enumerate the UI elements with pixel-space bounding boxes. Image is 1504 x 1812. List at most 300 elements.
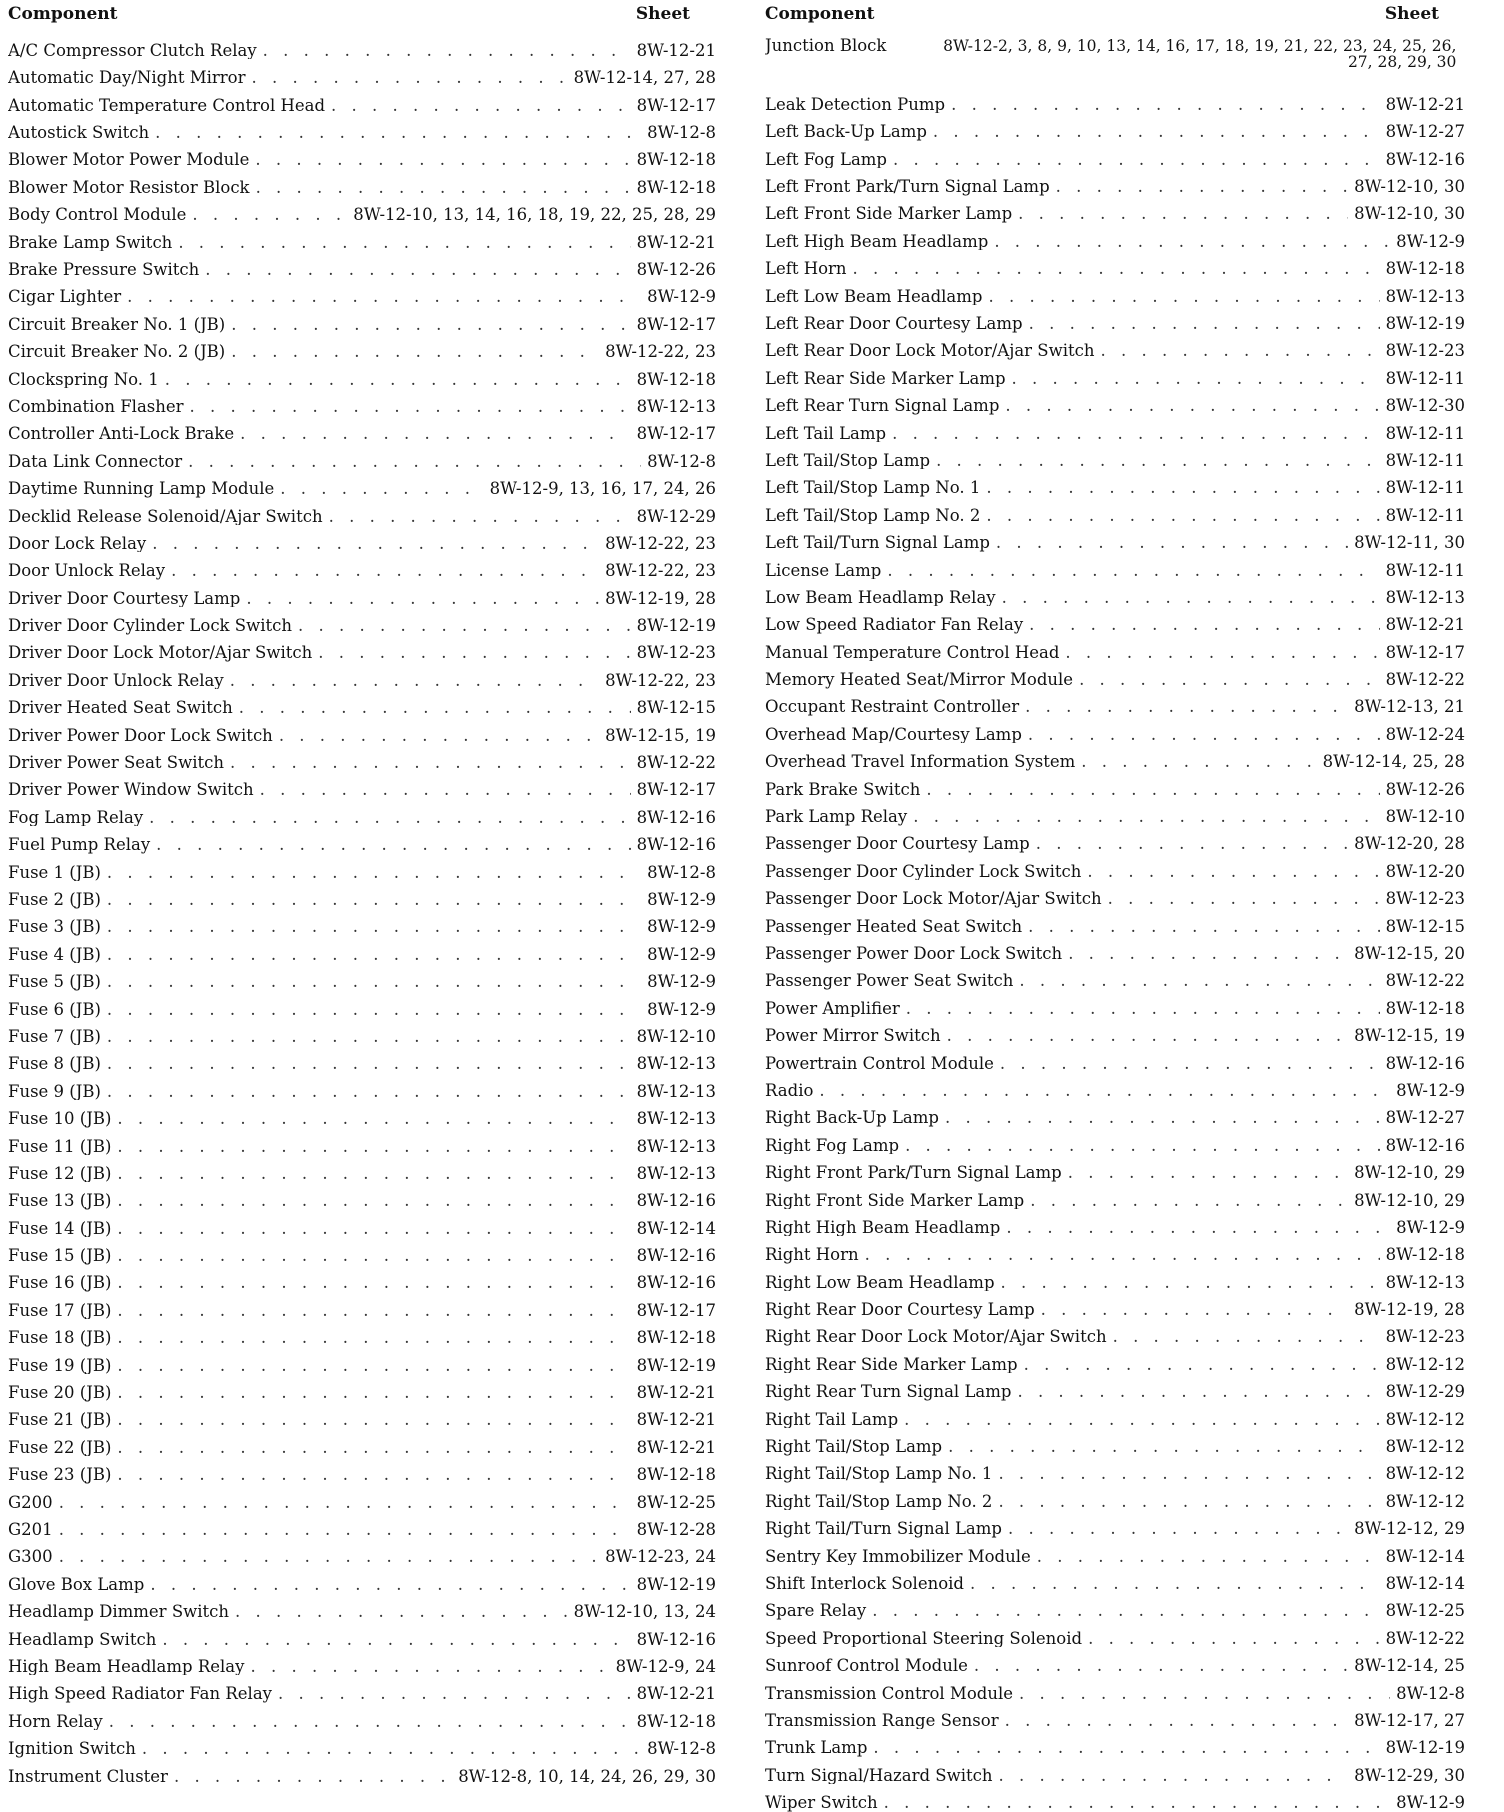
index-entry bbox=[765, 223, 1465, 250]
index-entry bbox=[765, 333, 1465, 360]
component-name: Transmission Range Sensor bbox=[765, 1710, 999, 1730]
sheet-reference: 8W-12-9 bbox=[1396, 231, 1465, 251]
sheet-reference: 8W-12-17, 27 bbox=[1354, 1710, 1465, 1730]
sheet-reference: 8W-12-19 bbox=[636, 1574, 716, 1594]
index-entry bbox=[765, 168, 1465, 195]
dot-leader bbox=[970, 1576, 1380, 1593]
dot-leader bbox=[156, 837, 630, 854]
index-entry bbox=[8, 1566, 716, 1593]
component-name: Headlamp Dimmer Switch bbox=[8, 1602, 230, 1621]
dot-leader bbox=[117, 1193, 630, 1210]
dot-leader bbox=[948, 1439, 1379, 1456]
index-entry bbox=[765, 1538, 1465, 1565]
index-entry bbox=[8, 59, 716, 86]
index-entry bbox=[765, 990, 1465, 1017]
sheet-heading: Sheet bbox=[635, 4, 690, 24]
index-entry bbox=[765, 1291, 1465, 1318]
component-name: Fuse 18 (JB) bbox=[8, 1328, 112, 1347]
index-entry bbox=[765, 1401, 1465, 1428]
component-name: Fuse 17 (JB) bbox=[8, 1300, 112, 1320]
index-entry bbox=[8, 552, 716, 579]
component-name: Fuse 6 (JB) bbox=[8, 999, 101, 1019]
sheet-reference: 8W-12-26 bbox=[1385, 779, 1465, 799]
sheet-reference: 8W-12-17 bbox=[636, 780, 716, 799]
index-entry bbox=[8, 1128, 716, 1155]
component-name: Fuse 11 (JB) bbox=[8, 1136, 112, 1156]
dot-leader bbox=[117, 1221, 630, 1238]
index-entry bbox=[8, 1538, 716, 1565]
component-name: Driver Door Unlock Relay bbox=[8, 670, 224, 690]
component-name: Horn Relay bbox=[8, 1711, 103, 1731]
sheet-reference: 8W-12-17 bbox=[1385, 642, 1465, 662]
dot-leader bbox=[205, 262, 630, 279]
component-name: Right Rear Door Lock Motor/Ajar Switch bbox=[765, 1327, 1107, 1346]
component-name: Blower Motor Power Module bbox=[8, 150, 250, 169]
dot-leader bbox=[318, 645, 630, 662]
index-entry bbox=[765, 141, 1465, 168]
dot-leader bbox=[107, 974, 641, 991]
index-entry bbox=[765, 278, 1465, 305]
component-name: Driver Door Lock Motor/Ajar Switch bbox=[8, 643, 313, 662]
component-name: Trunk Lamp bbox=[765, 1738, 868, 1757]
component-name: Left Rear Door Courtesy Lamp bbox=[765, 314, 1023, 333]
sheet-reference: 8W-12-11 bbox=[1385, 423, 1465, 443]
component-name: Leak Detection Pump bbox=[765, 94, 946, 114]
index-entry bbox=[765, 1236, 1465, 1263]
component-name: Left Horn bbox=[765, 259, 847, 278]
index-entry bbox=[765, 1045, 1465, 1072]
dot-leader bbox=[1036, 836, 1348, 853]
index-entry bbox=[765, 1483, 1465, 1510]
component-name: G201 bbox=[8, 1519, 53, 1539]
sheet-reference: 8W-12-15, 19 bbox=[605, 725, 716, 745]
index-entry bbox=[8, 525, 716, 552]
sheet-reference: 8W-12-18 bbox=[636, 1465, 716, 1484]
component-name: Right Front Side Marker Lamp bbox=[765, 1190, 1025, 1210]
index-entry bbox=[8, 854, 716, 881]
component-name: Passenger Door Courtesy Lamp bbox=[765, 834, 1030, 853]
index-entry bbox=[8, 1484, 716, 1511]
component-name: Memory Heated Seat/Mirror Module bbox=[765, 670, 1074, 689]
component-name: Right Tail/Turn Signal Lamp bbox=[765, 1519, 1002, 1538]
sheet-reference: 8W-12-11 bbox=[1385, 450, 1465, 470]
dot-leader bbox=[1041, 1302, 1348, 1319]
sheet-reference: 8W-12-9 bbox=[647, 999, 716, 1019]
sheet-reference: 8W-12-23 bbox=[1385, 1327, 1465, 1346]
sheet-reference: 8W-12-8, 10, 14, 24, 26, 29, 30 bbox=[458, 1766, 716, 1785]
index-entry bbox=[8, 1237, 716, 1264]
sheet-reference: 8W-12-13 bbox=[1385, 1272, 1465, 1292]
dot-leader bbox=[230, 755, 631, 772]
index-entry bbox=[765, 86, 1465, 113]
index-entry bbox=[765, 113, 1465, 140]
component-name: Decklid Release Solenoid/Ajar Switch bbox=[8, 506, 323, 526]
sheet-reference: 8W-12-23 bbox=[636, 643, 716, 662]
sheet-reference: 8W-12-22, 23 bbox=[605, 533, 716, 553]
dot-leader bbox=[1018, 206, 1348, 223]
dot-leader bbox=[905, 1138, 1380, 1155]
dot-leader bbox=[117, 1385, 630, 1402]
component-name: Low Speed Radiator Fan Relay bbox=[765, 615, 1024, 634]
dot-leader bbox=[1025, 699, 1348, 716]
sheet-reference: 8W-12-8 bbox=[1396, 1683, 1465, 1703]
sheet-reference: 8W-12-11 bbox=[1385, 560, 1465, 580]
dot-leader bbox=[329, 509, 631, 526]
index-entry bbox=[8, 963, 716, 990]
index-entry bbox=[765, 1346, 1465, 1373]
sheet-reference: 8W-12-8 bbox=[647, 862, 716, 882]
dot-leader bbox=[109, 1714, 631, 1731]
dot-leader bbox=[926, 782, 1379, 799]
dot-leader bbox=[945, 1110, 1380, 1127]
sheet-reference: 8W-12-22, 23 bbox=[605, 561, 716, 580]
index-entry bbox=[765, 853, 1465, 880]
component-name: Left Tail Lamp bbox=[765, 423, 887, 443]
sheet-reference: 8W-12-15, 20 bbox=[1354, 944, 1465, 963]
component-name: Left Front Park/Turn Signal Lamp bbox=[765, 177, 1050, 196]
dot-leader bbox=[872, 1603, 1379, 1620]
sheet-reference: 8W-12-13, 21 bbox=[1354, 697, 1465, 716]
sheet-reference: 8W-12-21 bbox=[636, 232, 716, 252]
sheet-reference: 8W-12-30 bbox=[1385, 396, 1465, 415]
dot-leader bbox=[998, 1466, 1379, 1483]
index-entry bbox=[765, 387, 1465, 414]
sheet-reference: 8W-12-19 bbox=[1385, 314, 1465, 333]
component-name: Driver Power Window Switch bbox=[8, 780, 254, 799]
index-entry bbox=[765, 1620, 1465, 1647]
dot-leader bbox=[250, 1659, 609, 1676]
sheet-reference: 8W-12-12 bbox=[1385, 1409, 1465, 1429]
index-entry bbox=[765, 305, 1465, 332]
index-entry bbox=[765, 524, 1465, 551]
sheet-reference: 8W-12-14 bbox=[1385, 1546, 1465, 1566]
sheet-reference: 8W-12-21 bbox=[1385, 94, 1465, 114]
index-entry bbox=[8, 1265, 716, 1292]
index-entry bbox=[8, 936, 716, 963]
sheet-reference: 8W-12-13 bbox=[1385, 587, 1465, 607]
sheet-reference: 8W-12-28 bbox=[636, 1519, 716, 1539]
sheet-reference: 8W-12-9, 13, 16, 17, 24, 26 bbox=[489, 479, 716, 498]
sheet-reference: 8W-12-16 bbox=[636, 1273, 716, 1292]
dot-leader bbox=[1005, 1713, 1349, 1730]
component-name: Fuse 8 (JB) bbox=[8, 1054, 101, 1073]
sheet-reference: 8W-12-17 bbox=[636, 424, 716, 443]
index-entry bbox=[765, 1072, 1465, 1099]
index-entry bbox=[765, 908, 1465, 935]
index-entry bbox=[765, 826, 1465, 853]
component-name: Wiper Switch bbox=[765, 1793, 878, 1812]
dot-leader bbox=[263, 43, 631, 60]
component-name: Fuse 9 (JB) bbox=[8, 1081, 101, 1101]
component-name: Left Rear Turn Signal Lamp bbox=[765, 396, 1000, 415]
component-name: Park Brake Switch bbox=[765, 779, 921, 799]
component-name: Daytime Running Lamp Module bbox=[8, 479, 275, 498]
dot-leader bbox=[117, 1412, 630, 1429]
component-name: Door Lock Relay bbox=[8, 533, 147, 553]
index-entry bbox=[8, 361, 716, 388]
dot-leader bbox=[188, 454, 641, 471]
sheet-reference: 8W-12-22 bbox=[1385, 670, 1465, 689]
index-entry bbox=[8, 498, 716, 525]
index-entry bbox=[8, 87, 716, 114]
component-name: Fuse 13 (JB) bbox=[8, 1191, 112, 1210]
component-name: Fuse 7 (JB) bbox=[8, 1026, 101, 1046]
component-name: Body Control Module bbox=[8, 205, 187, 224]
component-name: Fuse 20 (JB) bbox=[8, 1383, 112, 1402]
index-entry bbox=[8, 1621, 716, 1648]
sheet-reference: 8W-12-24 bbox=[1385, 724, 1465, 744]
sheet-reference: 8W-12-13 bbox=[636, 1081, 716, 1101]
sheet-reference: 8W-12-9 bbox=[647, 917, 716, 936]
index-entry bbox=[8, 415, 716, 442]
component-name: G200 bbox=[8, 1492, 53, 1512]
component-name: Left Back-Up Lamp bbox=[765, 122, 927, 141]
index-entry bbox=[765, 1428, 1465, 1455]
sheet-reference: 8W-12-14 bbox=[1385, 1573, 1465, 1593]
index-entry bbox=[765, 1456, 1465, 1483]
dot-leader bbox=[933, 124, 1380, 141]
dot-leader bbox=[994, 234, 1390, 251]
index-entry bbox=[765, 32, 1465, 86]
component-name: Fuse 22 (JB) bbox=[8, 1437, 112, 1457]
sheet-reference: 8W-12-20, 28 bbox=[1354, 834, 1465, 853]
sheet-reference: 8W-12-21 bbox=[636, 1410, 716, 1429]
component-name: Fuse 2 (JB) bbox=[8, 890, 101, 909]
component-name: Door Unlock Relay bbox=[8, 561, 166, 580]
index-entry bbox=[8, 1593, 716, 1620]
index-entry bbox=[8, 1402, 716, 1429]
dot-leader bbox=[174, 1769, 452, 1786]
dot-leader bbox=[1068, 1165, 1348, 1182]
dot-leader bbox=[149, 810, 630, 827]
index-entry bbox=[8, 279, 716, 306]
sheet-reference: 8W-12-29 bbox=[636, 506, 716, 526]
component-name: Ignition Switch bbox=[8, 1739, 136, 1758]
component-heading: Component bbox=[8, 4, 118, 24]
dot-leader bbox=[1081, 754, 1316, 771]
index-entry bbox=[8, 1374, 716, 1401]
dot-leader bbox=[152, 536, 599, 553]
sheet-reference: 8W-12-27 bbox=[1385, 1108, 1465, 1127]
dot-leader bbox=[853, 261, 1380, 278]
sheet-reference: 8W-12-13 bbox=[636, 1054, 716, 1073]
component-name: Controller Anti-Lock Brake bbox=[8, 424, 235, 443]
component-name: Right Horn bbox=[765, 1245, 859, 1264]
component-name: License Lamp bbox=[765, 560, 882, 580]
sheet-reference: 8W-12-13 bbox=[1385, 286, 1465, 306]
component-name: Glove Box Lamp bbox=[8, 1574, 145, 1594]
sheet-reference: 8W-12-16 bbox=[636, 807, 716, 827]
dot-leader bbox=[1079, 672, 1380, 689]
component-name: Junction Block bbox=[765, 36, 887, 55]
dot-leader bbox=[884, 1795, 1390, 1812]
sheet-reference: 8W-12-18 bbox=[1385, 998, 1465, 1018]
index-entry bbox=[765, 469, 1465, 496]
sheet-reference: 8W-12-9 bbox=[647, 287, 716, 306]
dot-leader bbox=[1029, 617, 1379, 634]
dot-leader bbox=[988, 289, 1379, 306]
dot-leader bbox=[892, 426, 1380, 443]
sheet-reference: 8W-12-12 bbox=[1385, 1437, 1465, 1456]
index-entry bbox=[765, 1099, 1465, 1126]
dot-leader bbox=[1056, 179, 1348, 196]
component-name: Right Rear Turn Signal Lamp bbox=[765, 1382, 1012, 1401]
component-name: Passenger Door Cylinder Lock Switch bbox=[765, 861, 1082, 881]
component-name: Fuse 14 (JB) bbox=[8, 1218, 112, 1238]
component-name: Blower Motor Resistor Block bbox=[8, 177, 250, 197]
index-entry bbox=[8, 142, 716, 169]
sheet-reference: 8W-12-14, 25 bbox=[1354, 1656, 1465, 1675]
sheet-reference: 8W-12-9 bbox=[1396, 1793, 1465, 1812]
component-name: Cigar Lighter bbox=[8, 287, 122, 306]
component-name: Autostick Switch bbox=[8, 123, 150, 142]
dot-leader bbox=[246, 591, 599, 608]
sheet-reference: 8W-12-10, 30 bbox=[1354, 204, 1465, 223]
index-entry bbox=[765, 1017, 1465, 1044]
sheet-reference: 8W-12-18 bbox=[1385, 1245, 1465, 1264]
dot-leader bbox=[178, 235, 630, 252]
dot-leader bbox=[1087, 864, 1379, 881]
sheet-reference: 8W-12-18 bbox=[636, 177, 716, 197]
component-name: Transmission Control Module bbox=[765, 1683, 1013, 1703]
dot-leader bbox=[171, 563, 599, 580]
index-entry bbox=[8, 1100, 716, 1127]
sheet-reference: 8W-12-9, 24 bbox=[615, 1656, 716, 1676]
component-name: Spare Relay bbox=[765, 1601, 867, 1620]
component-name: Power Mirror Switch bbox=[765, 1026, 941, 1045]
sheet-reference: 8W-12-18 bbox=[636, 1711, 716, 1731]
sheet-reference: 8W-12-22, 23 bbox=[605, 342, 716, 361]
component-name: Right High Beam Headlamp bbox=[765, 1217, 1001, 1237]
dot-leader bbox=[235, 1604, 568, 1621]
dot-leader bbox=[998, 1494, 1379, 1511]
component-name: G300 bbox=[8, 1547, 53, 1566]
component-name: Right Tail/Stop Lamp bbox=[765, 1437, 943, 1456]
component-name: Fuse 21 (JB) bbox=[8, 1410, 112, 1429]
component-name: High Speed Radiator Fan Relay bbox=[8, 1684, 272, 1703]
sheet-reference: 8W-12-22 bbox=[1385, 971, 1465, 990]
component-name: Park Lamp Relay bbox=[765, 807, 908, 826]
sheet-reference: 8W-12-18 bbox=[1385, 259, 1465, 278]
index-entry bbox=[8, 580, 716, 607]
sheet-reference: 8W-12-29 bbox=[1385, 1382, 1465, 1401]
sheet-reference: 8W-12-19, 28 bbox=[1354, 1300, 1465, 1319]
sheet-reference: 8W-12-8 bbox=[647, 123, 716, 142]
index-entry bbox=[765, 196, 1465, 223]
sheet-reference: 8W-12-10 bbox=[1385, 807, 1465, 826]
index-entry bbox=[8, 1730, 716, 1757]
sheet-reference: 8W-12-10, 29 bbox=[1354, 1163, 1465, 1182]
dot-leader bbox=[1000, 1056, 1380, 1073]
sheet-reference: 8W-12-11 bbox=[1385, 368, 1465, 388]
dot-leader bbox=[1029, 316, 1380, 333]
component-name: Instrument Cluster bbox=[8, 1766, 168, 1785]
dot-leader bbox=[280, 481, 483, 498]
sheet-reference: 8W-12-23 bbox=[1385, 889, 1465, 908]
index-entry bbox=[8, 909, 716, 936]
component-name: Left Rear Door Lock Motor/Ajar Switch bbox=[765, 341, 1095, 360]
component-name: Left Front Side Marker Lamp bbox=[765, 204, 1013, 223]
component-name: Passenger Heated Seat Switch bbox=[765, 916, 1023, 936]
component-name: Manual Temperature Control Head bbox=[765, 642, 1060, 662]
dot-leader bbox=[974, 1658, 1348, 1675]
column-header bbox=[765, 4, 1465, 32]
component-heading: Component bbox=[765, 4, 875, 24]
sheet-reference: 8W-12-19 bbox=[1385, 1738, 1465, 1757]
component-name: Left Tail/Stop Lamp No. 2 bbox=[765, 505, 981, 525]
component-name: Circuit Breaker No. 2 (JB) bbox=[8, 342, 226, 361]
dot-leader bbox=[906, 1001, 1380, 1018]
index-entry bbox=[8, 1155, 716, 1182]
component-name: Fuse 16 (JB) bbox=[8, 1273, 112, 1292]
dot-leader bbox=[1019, 973, 1379, 990]
component-name: Fuse 10 (JB) bbox=[8, 1109, 112, 1128]
component-name: Powertrain Control Module bbox=[765, 1053, 994, 1073]
dot-leader bbox=[231, 317, 630, 334]
index-entry bbox=[8, 772, 716, 799]
sheet-reference: 8W-12-16 bbox=[636, 1246, 716, 1265]
component-index-right-column bbox=[765, 4, 1465, 1812]
component-name: Power Amplifier bbox=[765, 998, 900, 1018]
sheet-reference: 8W-12-14 bbox=[636, 1218, 716, 1238]
index-entry bbox=[8, 1319, 716, 1346]
sheet-reference: 8W-12-11 bbox=[1385, 505, 1465, 525]
index-entry bbox=[765, 1154, 1465, 1181]
index-entry bbox=[8, 689, 716, 716]
index-entry bbox=[765, 743, 1465, 770]
dot-leader bbox=[819, 1083, 1390, 1100]
sheet-reference: 8W-12-8 bbox=[647, 1739, 716, 1758]
dot-leader bbox=[951, 97, 1380, 114]
dot-leader bbox=[117, 1139, 630, 1156]
index-entry bbox=[8, 1511, 716, 1538]
dot-leader bbox=[260, 782, 631, 799]
dot-leader bbox=[1065, 645, 1379, 662]
component-name: Fuse 5 (JB) bbox=[8, 972, 101, 991]
index-entry bbox=[8, 1292, 716, 1319]
dot-leader bbox=[887, 563, 1379, 580]
component-name: Overhead Map/Courtesy Lamp bbox=[765, 724, 1022, 744]
index-entry bbox=[765, 1702, 1465, 1729]
component-name: Brake Lamp Switch bbox=[8, 232, 173, 252]
dot-leader bbox=[256, 180, 631, 197]
index-entry bbox=[765, 360, 1465, 387]
index-entry bbox=[8, 1675, 716, 1702]
dot-leader bbox=[107, 1056, 631, 1073]
component-name: Automatic Temperature Control Head bbox=[8, 95, 326, 115]
index-entry bbox=[8, 251, 716, 278]
sheet-reference: 8W-12-12 bbox=[1385, 1464, 1465, 1483]
dot-leader bbox=[1019, 1686, 1390, 1703]
sheet-reference: 8W-12-12, 29 bbox=[1354, 1519, 1465, 1538]
sheet-reference: 8W-12-19, 28 bbox=[605, 588, 716, 608]
sheet-reference: 8W-12-18 bbox=[636, 369, 716, 389]
dot-leader bbox=[1006, 1220, 1390, 1237]
sheet-reference: 8W-12-9 bbox=[1396, 1217, 1465, 1237]
component-name: Fuse 1 (JB) bbox=[8, 862, 101, 882]
index-entry bbox=[8, 224, 716, 251]
sheet-reference: 8W-12-23 bbox=[1385, 341, 1465, 360]
index-entry bbox=[765, 1757, 1465, 1784]
dot-leader bbox=[192, 207, 347, 224]
dot-leader bbox=[873, 1740, 1379, 1757]
dot-leader bbox=[986, 508, 1379, 525]
sheet-reference: 8W-12-10, 13, 14, 16, 18, 19, 22, 25, 28, 29 bbox=[353, 205, 716, 224]
index-entry bbox=[8, 169, 716, 196]
component-name: Left High Beam Headlamp bbox=[765, 231, 989, 251]
dot-leader bbox=[165, 372, 631, 389]
sheet-reference: 8W-12-25 bbox=[1385, 1601, 1465, 1620]
